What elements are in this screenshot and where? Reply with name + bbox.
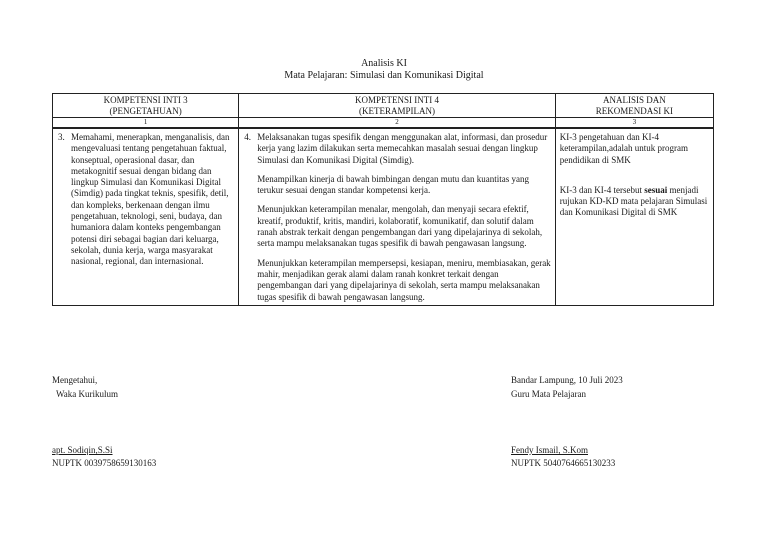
header-ki4 [239,94,555,118]
analysis-paragraph-1: KI-3 pengetahuan dan KI-4 keterampilan,adalah untuk program pendidikan di SMK [559,132,688,165]
header-analysis [555,94,713,118]
header-ki3 [53,94,239,118]
ki3-cell [53,128,239,305]
table-row [53,128,714,305]
column-number-2: 2 [239,118,555,129]
analysis-paragraph-2 [560,185,709,219]
sign-left-label: Mengetahui, [52,375,98,385]
column-number-1: 1 [53,118,239,129]
analysis-text: KI-3 dan KI-4 tersebut [559,184,645,195]
sign-right-id: NUPTK 5040764665130233 [511,458,616,468]
sign-left-role: Waka Kurikulum [56,389,119,399]
ki4-number: 4. [244,132,252,142]
analysis-text: menjadi rujukan KD-KD mata pelajaran Simulasi dan Komunikasi Digital di SMK [559,184,708,218]
sign-left-name: apt. Sodiqin,S.Si [52,445,113,455]
analysis-emphasis: sesuai [644,184,668,195]
document-title: Analisis KI [361,58,407,69]
ki4-paragraph: Melaksanakan tugas spesifik dengan menggunakan alat, informasi, dan prosedur kerja yang lazim dilakukan serta memecahkan masalah sesuai dengan lingkup Simulasi dan Komunikasi Digital (Simdig). [257,132,548,165]
header-ki4-title: KOMPETENSI INTI 4 [355,95,440,105]
header-ki3-title: KOMPETENSI INTI 3 [103,95,188,105]
sign-right-place-date: Bandar Lampung, 10 Juli 2023 [511,375,623,385]
ki4-paragraph: Menampilkan kinerja di bawah bimbingan dengan mutu dan kuantitas yang terukur sesuai dengan standar kompetensi kerja. [257,173,529,196]
sign-right-role: Guru Mata Pelajaran [511,389,586,399]
header-ki3-subtitle: (PENGETAHUAN) [109,105,182,116]
column-number-3: 3 [555,118,713,129]
column-number-row [53,118,714,129]
ki-analysis-table [52,93,714,306]
analysis-cell [555,128,713,305]
ki4-paragraph: Menunjukkan keterampilan mempersepsi, kesiapan, meniru, membiasakan, gerak mahir, menjadikan gerak alami dalam ranah konkret terkait dengan pengembangan dari yang dipelajarinya di sekolah, serta mampu melaksanakan tugas spesifik di bawah pengawasan langsung. [257,257,551,302]
document-subtitle: Mata Pelajaran: Simulasi dan Komunikasi Digital [284,70,484,81]
header-analysis-subtitle: REKOMENDASI KI [595,105,673,116]
header-ki4-subtitle: (KETERAMPILAN) [359,105,436,116]
ki3-text: Memahami, menerapkan, menganalisis, dan mengevaluasi tentang pengetahuan faktual, konseptual, operasional dasar, dan metakognitif sesuai dengan bidang dan lingkup Simulasi dan Komunikasi Digital (Simdig) pada tingkat teknis, spesifik, detil, dan kompleks, berkenaan dengan ilmu pengetahuan, teknologi, seni, budaya, dan humaniora dalam konteks pengembangan potensi diri sebagai bagian dari keluarga, sekolah, dunia kerja, warga masyarakat nasional, regional, dan internasional. [71,132,230,267]
sign-left-id: NUPTK 0039758659130163 [52,458,157,468]
header-analysis-title: ANALISIS DAN [603,95,666,105]
ki4-paragraph: Menunjukkan keterampilan menalar, mengolah, dan menyaji secara efektif, kreatif, produktif, kritis, mandiri, kolaboratif, komunikatif, dan solutif dalam ranah abstrak terkait dengan pengembangan dari yang dipelajarinya di sekolah, serta mampu melaksanakan tugas spesifik di bawah pengawasan langsung. [257,204,543,249]
table-header-row [53,94,714,118]
sign-right-name: Fendy Ismail, S.Kom [511,445,589,455]
ki4-cell [239,128,555,305]
ki3-number: 3. [58,132,65,142]
